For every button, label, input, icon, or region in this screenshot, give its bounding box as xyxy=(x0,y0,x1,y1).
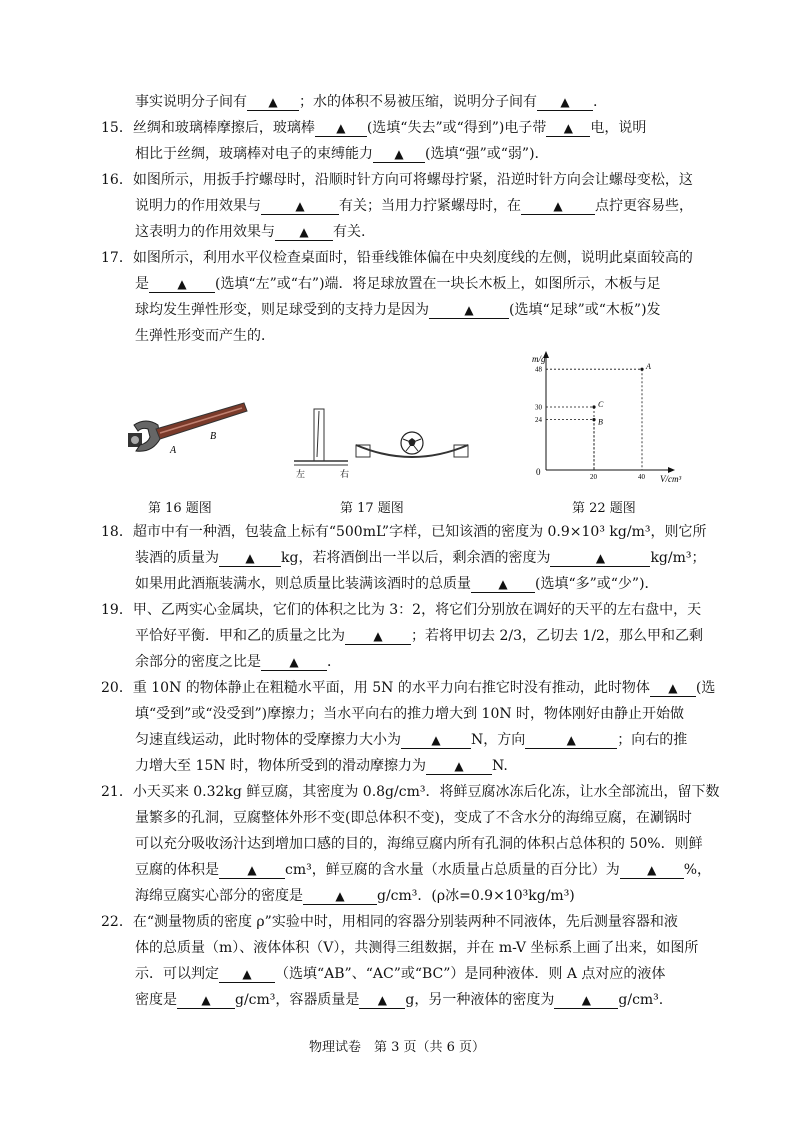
q14-line1: 事实说明分子间有 ▲ ；水的体积不易被压缩，说明分子间有 ▲ . xyxy=(135,94,598,110)
q18-line2: 装酒的质量为 ▲ kg，若将酒倒出一半以后，剩余酒的密度为 ▲ kg/m³； xyxy=(135,550,706,566)
q15-line2: 相比于丝绸，玻璃棒对电子的束缚能力 ▲ (选填“强”或“弱”). xyxy=(135,146,540,162)
answer-blank[interactable]: ▲ xyxy=(247,94,299,111)
answer-blank[interactable]: ▲ xyxy=(537,94,593,111)
q21-line5: 海绵豆腐实心部分的密度是 ▲ g/cm³．(ρ冰=0.9×10³kg/m³) xyxy=(135,888,575,904)
answer-blank[interactable]: ▲ xyxy=(219,550,281,567)
fig16-caption: 第 16 题图 xyxy=(148,501,212,516)
label-b: B xyxy=(210,431,217,442)
answer-blank[interactable]: ▲ xyxy=(550,550,650,567)
answer-blank[interactable]: ▲ xyxy=(521,198,595,215)
x-tick-label: 20 xyxy=(590,473,597,481)
answer-blank[interactable]: ▲ xyxy=(546,120,590,137)
q21-line2: 量繁多的孔洞，豆腐整体外形不变(即总体积不变)，变成了不含水分的海绵豆腐，在涮锅时 xyxy=(135,810,692,826)
answer-blank[interactable]: ▲ xyxy=(303,888,377,905)
svg-text:m/g: m/g xyxy=(532,354,546,364)
q17-line3: 球均发生弹性形变，则足球受到的支持力是因为 ▲ (选填“足球”或“木板”)发 xyxy=(135,302,661,318)
q22-line1: 22．在“测量物质的密度 ρ”实验中时，用相同的容器分别装两种不同液体，先后测量容器和液 xyxy=(101,914,678,930)
answer-blank[interactable]: ▲ xyxy=(554,992,618,1009)
q21-line3: 可以充分吸收汤汁达到增加口感的目的，海绵豆腐内所有孔洞的体积占总体积的 50%．则鲜 xyxy=(135,836,703,852)
answer-blank[interactable]: ▲ xyxy=(315,120,367,137)
point-a-label: A xyxy=(646,362,651,372)
q17-line4: 生弹性形变而产生的． xyxy=(135,328,275,344)
answer-blank[interactable]: ▲ xyxy=(359,992,405,1009)
answer-blank[interactable]: ▲ xyxy=(620,862,684,879)
svg-text:0: 0 xyxy=(536,467,541,477)
answer-blank[interactable]: ▲ xyxy=(426,758,492,775)
data-point-c xyxy=(592,405,595,408)
q15-line1: 15．丝绸和玻璃棒摩擦后，玻璃棒 ▲ (选填“失去”或“得到”)电子带 ▲ 电，说明 xyxy=(101,120,647,136)
answer-blank[interactable]: ▲ xyxy=(525,732,617,749)
q22-line2: 体的总质量（m）、液体体积（V），共测得三组数据，并在 m-V 坐标系上画了出来，如图所 xyxy=(135,940,699,956)
y-tick-label: 30 xyxy=(535,403,542,412)
q16-line2: 说明力的作用效果与 ▲ 有关；当用力拧紧螺母时，在 ▲ 点拧更容易些， xyxy=(135,198,693,214)
x-tick-label: 40 xyxy=(638,473,645,481)
q17-line1: 17．如图所示，利用水平仪检查桌面时，铅垂线锥体偏在中央刻度线的左侧，说明此桌面较高的 xyxy=(101,250,693,266)
q22-line3: 示．可以判定 ▲ （选填“AB”、“AC”或“BC”）是同种液体．则 A 点对应的液体 xyxy=(135,966,666,982)
q21-line4: 豆腐的体积是 ▲ cm³，鲜豆腐的含水量（水质量占总质量的百分比）为 ▲ %， xyxy=(135,862,712,878)
answer-blank[interactable]: ▲ xyxy=(149,276,215,293)
answer-blank[interactable]: ▲ xyxy=(373,146,425,163)
fig17-caption: 第 17 题图 xyxy=(340,501,404,516)
q16-line1: 16．如图所示，用扳手拧螺母时，沿顺时针方向可将螺母拧紧，沿逆时针方向会让螺母变松，这 xyxy=(101,172,693,188)
q17-line2: 是 ▲ (选填“左”或“右”)端．将足球放置在一块长木板上，如图所示，木板与足 xyxy=(135,276,661,292)
y-tick-label: 48 xyxy=(535,365,542,374)
answer-blank[interactable]: ▲ xyxy=(471,576,535,593)
q22-line4: 密度是 ▲ g/cm³，容器质量是 ▲ g，另一种液体的密度为 ▲ g/cm³. xyxy=(135,992,664,1008)
answer-blank[interactable]: ▲ xyxy=(345,628,411,645)
answer-blank[interactable]: ▲ xyxy=(275,224,333,241)
point-b-label: B xyxy=(598,417,603,427)
q20-line1: 20．重 10N 的物体静止在粗糙水平面，用 5N 的水平力向右推它时没有推动，此时物体 ▲ (选 xyxy=(101,680,716,696)
level-and-ball-figure xyxy=(290,405,480,480)
answer-blank[interactable]: ▲ xyxy=(177,992,235,1009)
answer-blank[interactable]: ▲ xyxy=(261,198,339,215)
m-v-graph xyxy=(520,348,700,488)
fig22-caption: 第 22 题图 xyxy=(572,501,636,516)
data-point-b xyxy=(592,418,595,421)
q20-line3: 匀速直线运动，此时物体的受摩擦力大小为 ▲ N，方向 ▲ ；向右的推 xyxy=(135,732,688,748)
q18-line1: 18．超市中有一种酒，包装盒上标有“500mL”字样，已知该酒的密度为 0.9×10³ kg/m³，则它所 xyxy=(101,524,707,540)
y-tick-label: 24 xyxy=(535,416,542,425)
q21-line1: 21．小天买来 0.32kg 鲜豆腐，其密度为 0.8g/cm³．将鲜豆腐冰冻后化冻，让水全部流出，留下数 xyxy=(101,784,720,800)
page-footer: 物理试卷 第 3 页（共 6 页） xyxy=(308,1040,486,1055)
answer-blank[interactable]: ▲ xyxy=(429,302,509,319)
q20-line2: 填“受到”或“没受到”)摩擦力；当水平向右的推力增大到 10N 时，物体刚好由静止开始做 xyxy=(135,706,685,722)
svg-text:左: 左 xyxy=(296,470,306,480)
answer-blank[interactable]: ▲ xyxy=(650,680,696,697)
q19-line2: 平恰好平衡．甲和乙的质量之比为 ▲ ；若将甲切去 2/3，乙切去 1/2，那么甲和乙剩 xyxy=(135,628,703,644)
data-point-a xyxy=(640,368,643,371)
q18-line3: 如果用此酒瓶装满水，则总质量比装满该酒时的总质量 ▲ (选填“多”或“少”)． xyxy=(135,576,659,592)
svg-text:右: 右 xyxy=(340,470,350,480)
q19-line1: 19．甲、乙两实心金属块，它们的体积之比为 3：2，将它们分别放在调好的天平的左右盘中，天 xyxy=(101,602,702,618)
answer-blank[interactable]: ▲ xyxy=(219,966,275,983)
answer-blank[interactable]: ▲ xyxy=(401,732,471,749)
wrench-figure xyxy=(126,395,251,465)
point-c-label: C xyxy=(598,400,604,409)
q16-line3: 这表明力的作用效果与 ▲ 有关. xyxy=(135,224,366,240)
q20-line4: 力增大至 15N 时，物体所受到的滑动摩擦力为 ▲ N. xyxy=(135,758,508,774)
q19-line3: 余部分的密度之比是 ▲ ． xyxy=(135,654,341,670)
label-a: A xyxy=(170,445,177,456)
svg-text:V/cm³: V/cm³ xyxy=(660,474,682,484)
answer-blank[interactable]: ▲ xyxy=(219,862,285,879)
answer-blank[interactable]: ▲ xyxy=(261,654,327,671)
